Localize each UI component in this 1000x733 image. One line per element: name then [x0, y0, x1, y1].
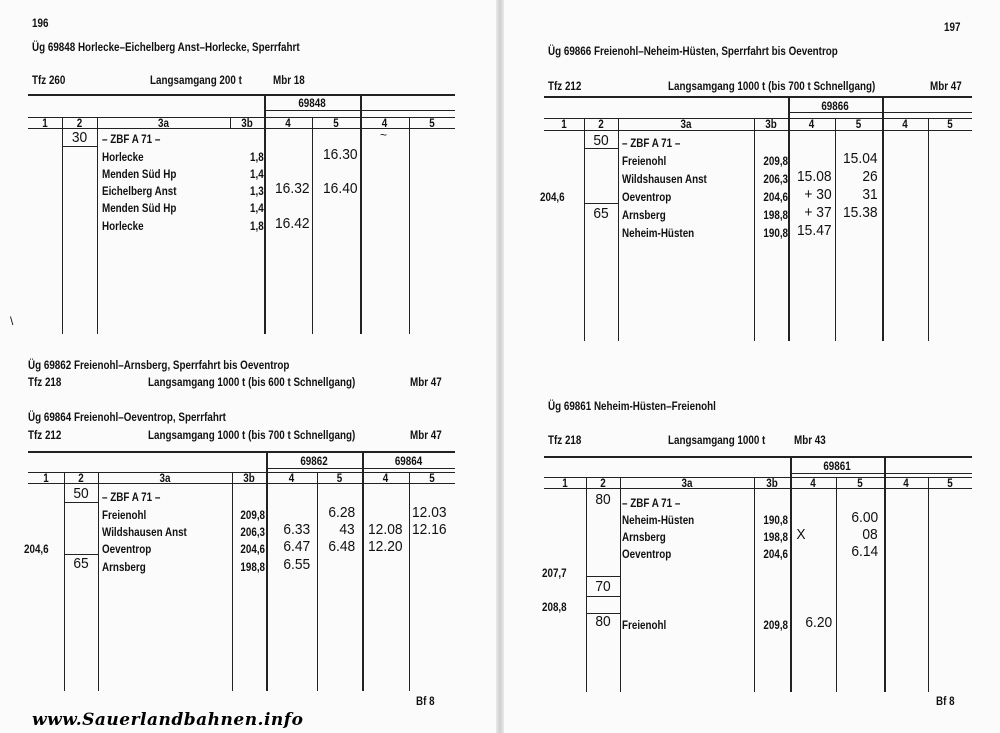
- departure-time: 16.30: [323, 146, 358, 163]
- departure-time: 15.04: [843, 150, 878, 167]
- speed-value: 65: [73, 555, 89, 572]
- station-name: Menden Süd Hp: [102, 167, 177, 181]
- speed-value: 80: [595, 613, 611, 630]
- tfz-label: Tfz 212: [548, 79, 582, 93]
- speed-value: 50: [73, 485, 89, 502]
- column-header: 4: [902, 117, 908, 131]
- km-marker: 204,6: [540, 190, 565, 204]
- column-header: 2: [76, 116, 83, 130]
- page-number: 197: [944, 20, 961, 34]
- station-name: Neheim-Hüsten: [622, 226, 695, 240]
- km-value: 1,3: [250, 184, 264, 198]
- zbf-note: – ZBF A 71 –: [102, 490, 161, 504]
- km-value: 204,6: [240, 542, 265, 556]
- column-header: 3b: [766, 476, 778, 490]
- km-value: 209,8: [240, 508, 265, 522]
- column-header: 3a: [680, 117, 692, 131]
- pencil-mark: \: [10, 314, 14, 328]
- column-header: 2: [598, 117, 604, 131]
- column-header: 5: [429, 471, 435, 485]
- station-name: Menden Süd Hp: [102, 201, 177, 215]
- speed-value: 80: [595, 491, 611, 508]
- page-number: 196: [32, 16, 49, 30]
- speed-value: 50: [593, 132, 609, 149]
- train-number: 69862: [300, 454, 328, 468]
- tfz-label: Tfz 218: [28, 375, 62, 389]
- train-number: 69864: [394, 454, 423, 468]
- column-header: 2: [78, 471, 84, 485]
- km-value: 190,8: [763, 513, 788, 527]
- train-heading: Üg 69866 Freienohl–Neheim-Hüsten, Sperrfahrt bis Oeventrop: [548, 44, 838, 58]
- mbr-label: Mbr 43: [794, 433, 826, 447]
- page-footer: Bf 8: [936, 694, 955, 708]
- departure-time: 12.16: [412, 521, 447, 538]
- column-header: 4: [381, 116, 388, 130]
- column-header: 3a: [159, 471, 171, 485]
- column-header: 4: [288, 471, 295, 485]
- column-header: 5: [333, 116, 339, 130]
- km-value: 204,6: [763, 547, 788, 561]
- column-header: 1: [43, 471, 49, 485]
- train-heading: Üg 69864 Freienohl–Oeventrop, Sperrfahrt: [28, 410, 226, 424]
- km-value: 206,3: [763, 172, 788, 186]
- station-name: Neheim-Hüsten: [622, 513, 695, 527]
- station-name: Wildshausen Anst: [622, 172, 707, 186]
- departure-time: 6.14: [851, 543, 878, 560]
- column-header: 5: [855, 117, 862, 131]
- km-value: 1,4: [250, 167, 264, 181]
- speed-value: 30: [71, 129, 88, 146]
- zbf-note: – ZBF A 71 –: [102, 132, 161, 146]
- km-value: 1,8: [250, 150, 264, 164]
- mbr-label: Mbr 47: [410, 375, 442, 389]
- column-header: 4: [382, 471, 389, 485]
- departure-time: 26: [862, 168, 878, 185]
- column-header: 5: [429, 116, 435, 130]
- zbf-note: – ZBF A 71 –: [622, 496, 681, 510]
- column-header: 4: [903, 476, 909, 490]
- column-header: 1: [561, 117, 567, 131]
- speed-label: Langsamgang 1000 t (bis 700 t Schnellgang): [148, 428, 356, 442]
- column-header: 1: [562, 476, 568, 490]
- column-header: 5: [947, 117, 953, 131]
- website-watermark: www.Sauerlandbahnen.info: [32, 710, 304, 730]
- station-name: Horlecke: [102, 150, 144, 164]
- column-header: 3b: [765, 117, 777, 131]
- arrival-time: 12.20: [368, 538, 403, 555]
- column-header: 3b: [241, 116, 253, 130]
- train-number: 69861: [823, 459, 851, 473]
- arrival-time: + 37: [804, 204, 832, 221]
- speed-value: 70: [595, 578, 611, 595]
- column-header: 2: [600, 476, 606, 490]
- arrival-time: 6.47: [283, 538, 310, 555]
- arrival-time: 6.55: [283, 556, 310, 573]
- train-heading: Üg 69848 Horlecke–Eichelberg Anst–Horlecke, Sperrfahrt: [32, 40, 300, 54]
- departure-time: 43: [339, 521, 355, 538]
- km-value: 1,8: [250, 219, 264, 233]
- speed-label: Langsamgang 1000 t: [668, 433, 766, 447]
- column-header: 5: [947, 476, 953, 490]
- column-header: 5: [857, 476, 863, 490]
- km-value: 209,8: [763, 618, 788, 632]
- column-header: 1: [42, 116, 48, 130]
- arrival-time: 16.32: [275, 180, 310, 197]
- departure-time: 6.28: [328, 504, 355, 521]
- train-heading: Üg 69861 Neheim-Hüsten–Freienohl: [548, 399, 716, 413]
- page-footer: Bf 8: [416, 694, 435, 708]
- departure-time: 6.48: [328, 538, 355, 555]
- arrival-time: 6.20: [805, 614, 832, 631]
- column-header: 4: [808, 117, 815, 131]
- train-number: 69866: [821, 99, 849, 113]
- column-header: 5: [336, 471, 343, 485]
- station-name: Wildshausen Anst: [102, 525, 187, 539]
- arrival-time: 6.33: [283, 521, 310, 538]
- column-header: 4: [810, 476, 816, 490]
- station-name: Freienohl: [102, 508, 147, 522]
- km-value: 198,8: [763, 208, 788, 222]
- station-name: Arnsberg: [102, 560, 146, 574]
- km-value: 198,8: [763, 530, 788, 544]
- tfz-label: Tfz 218: [548, 433, 582, 447]
- station-name: Arnsberg: [622, 208, 666, 222]
- mbr-label: Mbr 47: [930, 79, 962, 93]
- km-marker: 208,8: [542, 600, 567, 614]
- speed-label: Langsamgang 1000 t (bis 700 t Schnellgang): [668, 79, 876, 93]
- station-name: Horlecke: [102, 219, 144, 233]
- km-value: 1,4: [250, 201, 264, 215]
- book-gutter: [496, 0, 504, 733]
- tfz-label: Tfz 212: [28, 428, 62, 442]
- right-page: [504, 0, 1000, 733]
- departure-time: 6.00: [851, 509, 878, 526]
- column-header: 3a: [158, 116, 169, 130]
- arrival-time: 15.47: [797, 222, 832, 239]
- speed-value: 65: [593, 205, 609, 222]
- arrival-time: 15.08: [797, 168, 832, 185]
- train-number: 69848: [298, 96, 326, 110]
- tfz-label: Tfz 260: [32, 73, 66, 87]
- arrival-time: + 30: [804, 186, 832, 203]
- station-name: Oeventrop: [102, 542, 152, 556]
- km-marker: 204,6: [24, 542, 49, 556]
- station-name: Eichelberg Anst: [102, 184, 177, 198]
- speed-label: Langsamgang 200 t: [150, 73, 242, 87]
- km-marker: 207,7: [542, 566, 567, 580]
- departure-time: 15.38: [843, 204, 878, 221]
- station-name: Freienohl: [622, 618, 667, 632]
- km-value: 204,6: [763, 190, 788, 204]
- left-page: [0, 0, 496, 733]
- km-value: 206,3: [240, 525, 265, 539]
- departure-time: 12.03: [412, 504, 447, 521]
- departure-time: 08: [862, 526, 878, 543]
- arrival-time: 12.08: [368, 521, 403, 538]
- station-name: Oeventrop: [622, 547, 672, 561]
- pass-mark: X: [796, 526, 806, 543]
- column-header: 3b: [243, 471, 255, 485]
- departure-time: 31: [862, 186, 878, 203]
- station-name: Arnsberg: [622, 530, 666, 544]
- km-value: 198,8: [240, 560, 265, 574]
- speed-label: Langsamgang 1000 t (bis 600 t Schnellgang): [148, 375, 356, 389]
- arrival-time: 16.42: [275, 215, 310, 232]
- pencil-mark: ~: [380, 128, 388, 142]
- mbr-label: Mbr 18: [273, 73, 305, 87]
- departure-time: 16.40: [323, 180, 358, 197]
- station-name: Freienohl: [622, 154, 667, 168]
- km-value: 209,8: [763, 154, 788, 168]
- station-name: Oeventrop: [622, 190, 672, 204]
- mbr-label: Mbr 47: [410, 428, 442, 442]
- zbf-note: – ZBF A 71 –: [622, 136, 681, 150]
- column-header: 4: [285, 116, 291, 130]
- train-heading: Üg 69862 Freienohl–Arnsberg, Sperrfahrt bis Oeventrop: [28, 358, 290, 372]
- km-value: 190,8: [763, 226, 788, 240]
- column-header: 3a: [681, 476, 693, 490]
